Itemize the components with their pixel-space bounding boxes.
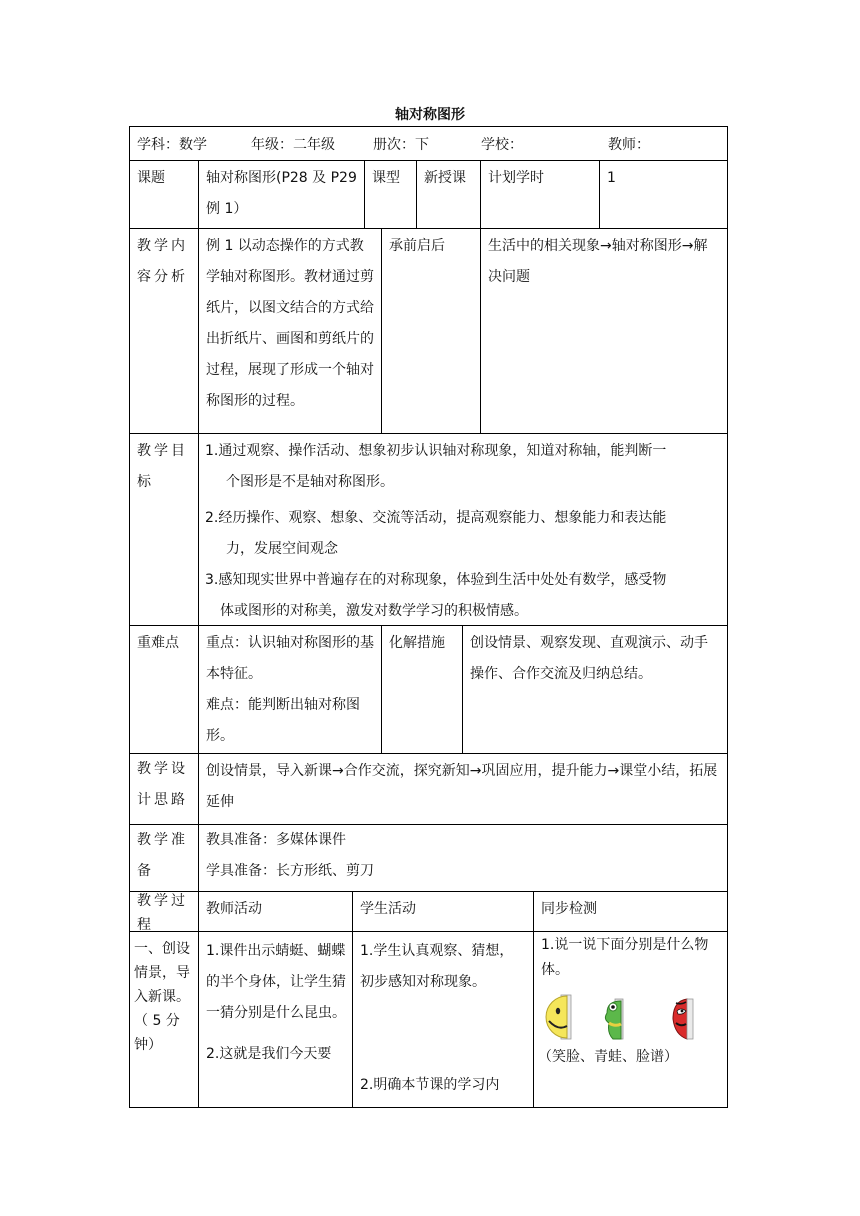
planned-hours-value: 1 [607, 170, 616, 186]
col-student-activity: 学生活动 [360, 901, 416, 917]
subject-field: 学科：数学 [137, 137, 207, 153]
link-text: 生活中的相关现象→轴对称图形→解决问题 [488, 238, 708, 285]
goals-label: 教学目标 [137, 443, 188, 490]
col-teacher-activity: 教师活动 [206, 901, 262, 917]
course-name-line1: 轴对称图形(P28 及 P29 [206, 170, 357, 186]
stage-1-check-question: 1.说一说下面分别是什么物体。 [541, 937, 709, 978]
school-field: 学校： [481, 137, 523, 153]
course-name-line2: 例 1） [206, 201, 248, 217]
design-label: 教学设计思路 [137, 761, 188, 808]
grade-field: 年级：二年级 [251, 137, 335, 153]
content-analysis-label: 教学内容分析 [137, 238, 188, 285]
design-text: 创设情景，导入新课→合作交流，探究新知→巩固应用，提升能力→课堂小结，拓展延伸 [206, 763, 718, 810]
process-label: 教学过程 [137, 893, 188, 933]
stage-1-teacher [199, 932, 352, 1070]
goal-item-1: 1.通过观察、操作活动、想象初步认识轴对称现象，知道对称轴，能判断一 个图形是不是轴对称图形。 [205, 443, 667, 490]
half-frog-icon [605, 999, 623, 1039]
stage-1-check-answer: （笑脸、青蛙、脸谱） [538, 1049, 678, 1065]
stage-1-teacher-step-2: 2.这就是我们今天要 [206, 1046, 332, 1062]
difficult-point: 难点：能判断出轴对称图形。 [206, 697, 360, 744]
planned-hours-label: 计划学时 [488, 170, 544, 186]
stage-1-label: 一、创设情景，导入新课。（ 5 分钟） [134, 941, 190, 1053]
student-prep: 学具准备：长方形纸、剪刀 [206, 863, 374, 879]
goal-item-2: 2.经历操作、观察、想象、交流等活动，提高观察能力、想象能力和表达能 力，发展空间观念 [205, 510, 667, 557]
key-points-text [199, 626, 381, 752]
stage-1-teacher-step-1: 1.课件出示蜻蜓、蝴蝶的半个身体，让学生猜一猜分别是什么昆虫。 [206, 943, 346, 1021]
stage-1-check [534, 932, 727, 983]
teacher-field: 教师： [608, 137, 650, 153]
goals-list [199, 434, 727, 627]
link-label: 承前启后 [389, 238, 445, 254]
measure-label: 化解措施 [389, 635, 445, 651]
course-name [199, 161, 364, 225]
half-opera-mask-icon [673, 999, 693, 1039]
goal-item-3: 3.感知现实世界中普遍存在的对称现象，体验到生活中处处有数学，感受物 体或图形的对称美，激发对数学学习的积极情感。 [205, 572, 667, 619]
course-type-value: 新授课 [424, 170, 466, 186]
teacher-prep: 教具准备：多媒体课件 [206, 832, 346, 848]
half-smiley-icon [546, 995, 571, 1039]
page-title: 轴对称图形 [395, 107, 465, 123]
volume-field: 册次：下 [373, 137, 429, 153]
col-sync-check: 同步检测 [541, 901, 597, 917]
prep-text [199, 825, 727, 887]
content-analysis-text: 例 1 以动态操作的方式教学轴对称图形。教材通过剪纸片，以图文结合的方式给出折纸片、画图和剪纸片的过程，展现了形成一个轴对称图形的过程。 [206, 238, 374, 409]
key-point: 重点：认识轴对称图形的基本特征。 [206, 635, 374, 682]
stage-1-student-step-2: 2.明确本节课的学习内 [360, 1077, 500, 1093]
prep-label: 教学准备 [137, 832, 188, 879]
measure-text: 创设情景、观察发现、直观演示、动手操作、合作交流及归纳总结。 [470, 635, 708, 682]
course-type-label: 课型 [372, 170, 400, 186]
stage-1-student [353, 932, 533, 1101]
half-figures-illustration [537, 993, 727, 1043]
stage-1-student-step-1: 1.学生认真观察、猜想，初步感知对称现象。 [360, 943, 514, 990]
course-label: 课题 [137, 170, 165, 186]
key-points-label: 重难点 [137, 635, 179, 651]
